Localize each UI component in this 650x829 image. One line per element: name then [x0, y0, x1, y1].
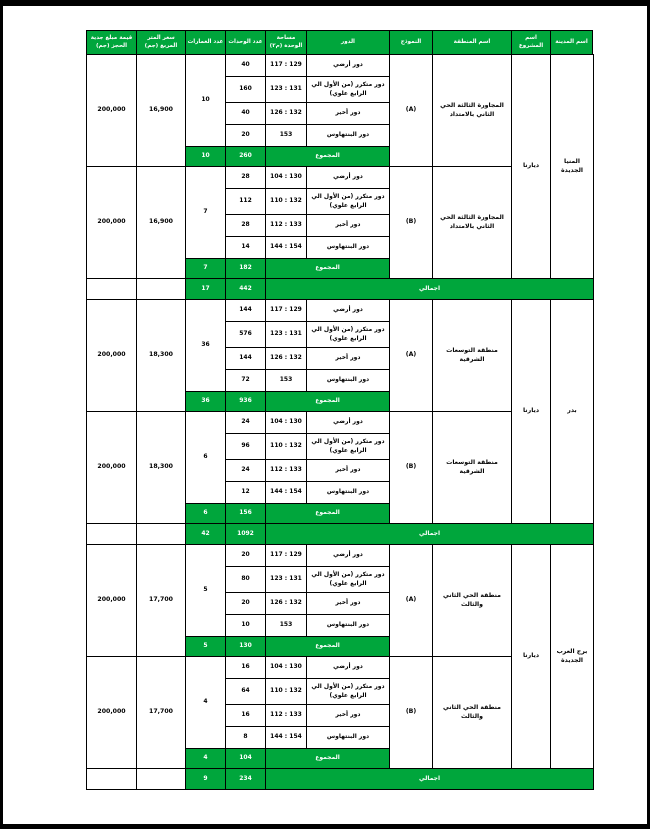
subtotal-label: المجموع — [265, 146, 390, 167]
area-cell: 112 : 133 — [265, 704, 307, 727]
buildings-cell: 7 — [185, 166, 226, 259]
price-cell: 18,300 — [136, 299, 186, 412]
floor-cell: دور البنتهاوس — [306, 236, 390, 259]
subtotal-units-cell: 182 — [225, 258, 266, 279]
floor-cell: دور متكرر (من الأول الي الرابع علوي) — [306, 188, 390, 215]
project-cell: ديارنا — [511, 54, 551, 279]
subtotal-label: المجموع — [265, 748, 390, 769]
area-cell: 144 : 154 — [265, 726, 307, 749]
buildings-cell: 5 — [185, 544, 226, 637]
subtotal-buildings-cell: 4 — [185, 748, 226, 769]
units-cell: 40 — [225, 54, 266, 77]
floor-cell: دور البنتهاوس — [306, 124, 390, 147]
subtotal-label: المجموع — [265, 258, 390, 279]
units-cell: 24 — [225, 459, 266, 482]
model-cell: (A) — [389, 299, 433, 412]
header-area: مساحة الوحدة (م٢) — [265, 30, 307, 55]
floor-cell: دور البنتهاوس — [306, 614, 390, 637]
area-cell: 104 : 130 — [265, 411, 307, 434]
floor-cell: دور أرضي — [306, 166, 390, 189]
area-cell: 126 : 132 — [265, 102, 307, 125]
deposit-cell: 200,000 — [86, 656, 137, 769]
area-cell: 112 : 133 — [265, 214, 307, 237]
units-cell: 16 — [225, 656, 266, 679]
floor-cell: دور أرضي — [306, 656, 390, 679]
floor-cell: دور البنتهاوس — [306, 726, 390, 749]
units-price-table — [0, 6, 650, 824]
price-cell: 16,900 — [136, 166, 186, 279]
area-cell: 153 — [265, 124, 307, 147]
floor-cell: دور أخير — [306, 214, 390, 237]
district-cell: المجاورة الثالثة الحي الثاني بالامتداد — [432, 54, 512, 167]
units-cell: 8 — [225, 726, 266, 749]
price-cell: 16,900 — [136, 54, 186, 167]
units-cell: 20 — [225, 544, 266, 567]
subtotal-buildings-cell: 7 — [185, 258, 226, 279]
total-buildings-cell: 17 — [185, 278, 226, 300]
district-cell: منطقة التوسعات الشرقية — [432, 299, 512, 412]
floor-cell: دور أخير — [306, 592, 390, 615]
header-floor: الدور — [306, 30, 390, 55]
header-project: اسم المشروع — [511, 30, 551, 55]
units-cell: 576 — [225, 321, 266, 348]
area-cell: 110 : 132 — [265, 678, 307, 705]
total-empty-cell — [136, 523, 186, 545]
price-cell: 18,300 — [136, 411, 186, 524]
header-deposit: قيمة مبلغ جدية الحجز (جم) — [86, 30, 137, 55]
total-empty-cell — [86, 768, 137, 790]
city-cell: بدر — [550, 299, 594, 524]
units-cell: 14 — [225, 236, 266, 259]
grand-total-label: اجمالي — [265, 768, 594, 790]
floor-cell: دور البنتهاوس — [306, 369, 390, 392]
model-cell: (B) — [389, 166, 433, 279]
area-cell: 112 : 133 — [265, 459, 307, 482]
area-cell: 110 : 132 — [265, 433, 307, 460]
units-cell: 72 — [225, 369, 266, 392]
deposit-cell: 200,000 — [86, 299, 137, 412]
area-cell: 110 : 132 — [265, 188, 307, 215]
floor-cell: دور أرضي — [306, 54, 390, 77]
area-cell: 123 : 131 — [265, 321, 307, 348]
header-city: اسم المدينة — [550, 30, 593, 55]
units-cell: 96 — [225, 433, 266, 460]
area-cell: 126 : 132 — [265, 347, 307, 370]
total-units-cell: 1092 — [225, 523, 266, 545]
units-cell: 144 — [225, 299, 266, 322]
units-cell: 28 — [225, 166, 266, 189]
header-model: النموذج — [389, 30, 433, 55]
floor-cell: دور أرضي — [306, 299, 390, 322]
grand-total-label: اجمالي — [265, 278, 594, 300]
units-cell: 12 — [225, 481, 266, 504]
floor-cell: دور أخير — [306, 347, 390, 370]
total-buildings-cell: 42 — [185, 523, 226, 545]
subtotal-label: المجموع — [265, 503, 390, 524]
project-cell: ديارنا — [511, 544, 551, 769]
model-cell: (B) — [389, 656, 433, 769]
price-cell: 17,700 — [136, 544, 186, 657]
project-cell: ديارنا — [511, 299, 551, 524]
district-cell: المجاورة الثالثة الحي الثاني بالامتداد — [432, 166, 512, 279]
floor-cell: دور أرضي — [306, 411, 390, 434]
units-cell: 160 — [225, 76, 266, 103]
units-cell: 28 — [225, 214, 266, 237]
floor-cell: دور أخير — [306, 459, 390, 482]
total-empty-cell — [136, 278, 186, 300]
subtotal-buildings-cell: 10 — [185, 146, 226, 167]
area-cell: 144 : 154 — [265, 236, 307, 259]
subtotal-buildings-cell: 36 — [185, 391, 226, 412]
subtotal-units-cell: 104 — [225, 748, 266, 769]
subtotal-units-cell: 156 — [225, 503, 266, 524]
floor-cell: دور متكرر (من الأول الي الرابع علوي) — [306, 433, 390, 460]
subtotal-label: المجموع — [265, 391, 390, 412]
deposit-cell: 200,000 — [86, 54, 137, 167]
area-cell: 144 : 154 — [265, 481, 307, 504]
units-cell: 20 — [225, 124, 266, 147]
floor-cell: دور متكرر (من الأول الي الرابع علوي) — [306, 76, 390, 103]
units-cell: 80 — [225, 566, 266, 593]
area-cell: 104 : 130 — [265, 166, 307, 189]
header-buildings: عدد العمارات — [185, 30, 226, 55]
subtotal-buildings-cell: 5 — [185, 636, 226, 657]
floor-cell: دور أخير — [306, 704, 390, 727]
area-cell: 153 — [265, 614, 307, 637]
total-units-cell: 234 — [225, 768, 266, 790]
district-cell: منطقة التوسعات الشرقية — [432, 411, 512, 524]
subtotal-units-cell: 130 — [225, 636, 266, 657]
district-cell: منطقة الحي الثاني والثالث — [432, 544, 512, 657]
deposit-cell: 200,000 — [86, 544, 137, 657]
area-cell: 126 : 132 — [265, 592, 307, 615]
units-cell: 24 — [225, 411, 266, 434]
floor-cell: دور البنتهاوس — [306, 481, 390, 504]
area-cell: 153 — [265, 369, 307, 392]
buildings-cell: 10 — [185, 54, 226, 147]
model-cell: (A) — [389, 544, 433, 657]
units-cell: 20 — [225, 592, 266, 615]
city-cell: المنيا الجديدة — [550, 54, 594, 279]
units-cell: 10 — [225, 614, 266, 637]
grand-total-label: اجمالي — [265, 523, 594, 545]
buildings-cell: 36 — [185, 299, 226, 392]
district-cell: منطقة الحي الثاني والثالث — [432, 656, 512, 769]
subtotal-units-cell: 260 — [225, 146, 266, 167]
model-cell: (A) — [389, 54, 433, 167]
area-cell: 104 : 130 — [265, 656, 307, 679]
header-units: عدد الوحدات — [225, 30, 266, 55]
floor-cell: دور متكرر (من الأول الي الرابع علوي) — [306, 566, 390, 593]
area-cell: 117 : 129 — [265, 54, 307, 77]
units-cell: 64 — [225, 678, 266, 705]
units-cell: 112 — [225, 188, 266, 215]
deposit-cell: 200,000 — [86, 411, 137, 524]
price-cell: 17,700 — [136, 656, 186, 769]
units-cell: 16 — [225, 704, 266, 727]
area-cell: 123 : 131 — [265, 566, 307, 593]
subtotal-buildings-cell: 6 — [185, 503, 226, 524]
units-cell: 40 — [225, 102, 266, 125]
floor-cell: دور متكرر (من الأول الي الرابع علوي) — [306, 678, 390, 705]
city-cell: برج العرب الجديدة — [550, 544, 594, 769]
area-cell: 117 : 129 — [265, 299, 307, 322]
subtotal-units-cell: 936 — [225, 391, 266, 412]
header-district: اسم المنطقة — [432, 30, 512, 55]
deposit-cell: 200,000 — [86, 166, 137, 279]
page-frame-bottom — [0, 824, 650, 829]
total-empty-cell — [86, 278, 137, 300]
total-buildings-cell: 9 — [185, 768, 226, 790]
total-empty-cell — [136, 768, 186, 790]
floor-cell: دور متكرر (من الأول الي الرابع علوي) — [306, 321, 390, 348]
area-cell: 123 : 131 — [265, 76, 307, 103]
subtotal-label: المجموع — [265, 636, 390, 657]
units-cell: 144 — [225, 347, 266, 370]
floor-cell: دور أخير — [306, 102, 390, 125]
area-cell: 117 : 129 — [265, 544, 307, 567]
floor-cell: دور أرضي — [306, 544, 390, 567]
total-units-cell: 442 — [225, 278, 266, 300]
total-empty-cell — [86, 523, 137, 545]
model-cell: (B) — [389, 411, 433, 524]
header-price: سعر المتر المربع (جم) — [136, 30, 186, 55]
buildings-cell: 4 — [185, 656, 226, 749]
buildings-cell: 6 — [185, 411, 226, 504]
